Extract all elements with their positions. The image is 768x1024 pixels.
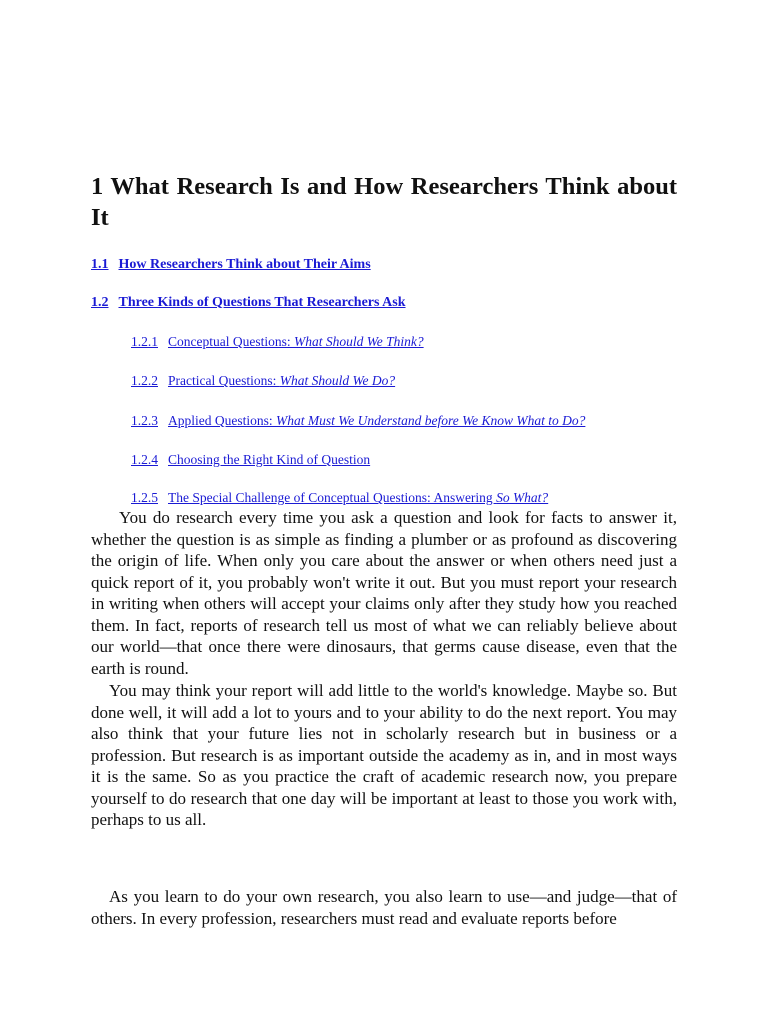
toc-entry-1-2-1 [91, 333, 731, 351]
toc-label-italic: So What? [496, 490, 549, 505]
toc-number: 1.1 [91, 257, 109, 272]
toc-label-italic: What Should We Think? [293, 334, 424, 349]
toc-label: How Researchers Think about Their Aims [118, 257, 371, 272]
toc-link-1-2-1[interactable] [131, 334, 424, 349]
toc-label-italic: What Must We Understand before We Know What to Do? [276, 413, 586, 428]
toc-entry-1-2-5 [91, 489, 731, 507]
body-paragraph-1: You do research every time you ask a question and look for facts to answer it, whether the question is as simple as finding a plumber or as profound as discovering the origin of life. When only you care about the answer or when others need just a quick report of it, you probably won't write it out. But you must report your research in writing when others will accept your claims only after they study how you reached them. In fact, reports of research tell us most of what we can reliably believe about our world—that once there were dinosaurs, that germs cause disease, even that the earth is round. [91, 508, 677, 678]
toc-link-1-2-4[interactable] [131, 452, 370, 467]
toc-link-1-1[interactable] [91, 257, 371, 272]
toc-link-1-2-5[interactable] [131, 490, 548, 505]
toc-link-1-2[interactable] [91, 295, 406, 310]
toc-label: Practical Questions: [168, 373, 280, 388]
toc-entry-1-2-2 [91, 372, 731, 390]
body-paragraph-2: You may think your report will add little to the world's knowledge. Maybe so. But done well, it will add a lot to yours and to your ability to do the next report. You may also think that your future lies not in scholarly research but in business or a profession. But research is as important outside the academy as in, and in most ways it is the same. So as you practice the craft of academic research now, you prepare yourself to do research that one day will be important at least to those you work with, perhaps to us all. [91, 681, 677, 829]
body-paragraph-3: As you learn to do your own research, you also learn to use—and judge—that of others. In every profession, researchers must read and evaluate reports before [91, 887, 677, 928]
toc-entry-1-2 [91, 294, 691, 312]
toc-entry-1-2-4 [91, 451, 731, 469]
toc-link-1-2-3[interactable] [131, 413, 585, 428]
toc-number: 1.2.5 [131, 490, 158, 505]
toc-number: 1.2.2 [131, 373, 158, 388]
toc-number: 1.2.3 [131, 413, 158, 428]
toc-entry-1-1 [91, 256, 691, 274]
toc-label: Choosing the Right Kind of Question [168, 452, 371, 467]
toc-number: 1.2 [91, 295, 109, 310]
toc-entry-1-2-3 [91, 412, 731, 430]
toc-label: The Special Challenge of Conceptual Questions: Answering [168, 490, 497, 505]
toc-label: Conceptual Questions: [168, 334, 294, 349]
toc-label: Three Kinds of Questions That Researchers Ask [118, 295, 406, 310]
chapter-title: 1 What Research Is and How Researchers Think about It [91, 173, 677, 231]
toc-number: 1.2.4 [131, 452, 158, 467]
toc-number: 1.2.1 [131, 334, 158, 349]
toc-label-italic: What Should We Do? [279, 373, 396, 388]
toc-link-1-2-2[interactable] [131, 373, 395, 388]
toc-label: Applied Questions: [168, 413, 276, 428]
